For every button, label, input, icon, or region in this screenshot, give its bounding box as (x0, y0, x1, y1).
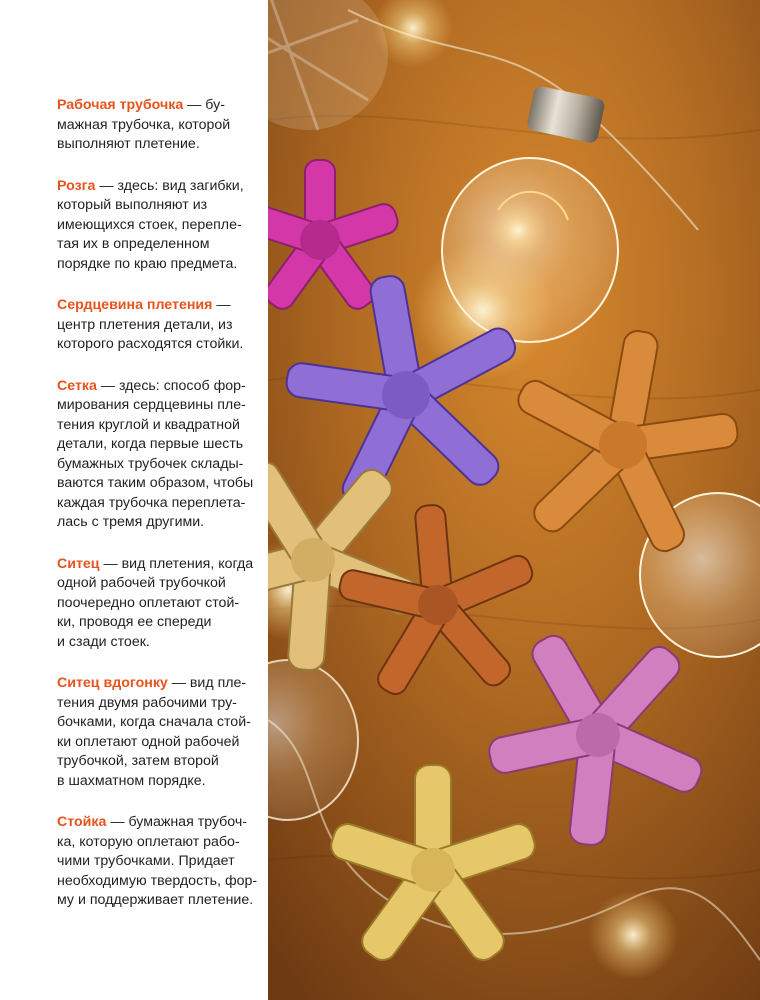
glossary-text: — вид пле- (167, 675, 247, 691)
craft-photo (268, 0, 760, 1000)
glossary-term: Ситец (57, 555, 100, 572)
glossary-text: который выполняют из (57, 197, 208, 213)
glossary-text: имеющихся стоек, перепле- (57, 216, 242, 233)
glossary-text: ваются таким образом, чтобы (57, 475, 254, 491)
glossary-text: трубочкой, затем второй (57, 753, 219, 769)
glossary-text: мирования сердцевины пле- (57, 397, 246, 413)
glossary-term: Стойка (57, 814, 107, 830)
glossary-text: бочками, когда сначала стой- (57, 714, 251, 730)
photo-illustration (268, 0, 760, 1000)
glossary-text: му и поддерживает плетение. (57, 892, 254, 908)
glossary-text: ка, которую оплетают рабо- (57, 833, 240, 850)
glossary-text: тая их в определенном (57, 236, 210, 252)
glossary-term: Сетка (57, 377, 97, 394)
glossary-entry (57, 296, 257, 355)
glossary-text: бумажных трубочек склады- (57, 455, 244, 472)
glossary-text: тения круглой и квадратной (57, 416, 240, 433)
glossary-text: каждая трубочка переплета- (57, 494, 246, 511)
glossary-text: ки, проводя ее спереди (57, 614, 212, 630)
glossary-text: — вид плетения, когда (99, 555, 254, 572)
glossary-text: мажная трубочка, которой (57, 116, 231, 133)
glossary-entry (57, 377, 257, 533)
glossary-text: тения двумя рабочими тру- (57, 694, 237, 711)
glossary-text: поочередно оплетают стой- (57, 594, 240, 611)
glossary-text: — здесь: способ фор- (96, 377, 246, 394)
light-glow (588, 890, 678, 980)
glossary-text: выполняют плетение. (57, 136, 200, 152)
glossary-text: в шахматном порядке. (57, 772, 206, 789)
glossary-text: чими трубочками. Придает (57, 853, 235, 869)
glossary-text: — бу- (183, 97, 225, 113)
glossary-term: Рабочая трубочка (57, 97, 184, 113)
glossary-text: лась с тремя другими. (57, 514, 205, 530)
glossary-text: порядке по краю предмета. (57, 255, 238, 272)
glossary-entry (57, 674, 257, 791)
glossary-text: одной рабочей трубочкой (57, 575, 226, 591)
glossary-entry (57, 555, 257, 653)
glossary-text: необходимую твердость, фор- (57, 872, 258, 889)
glossary-entry (57, 96, 257, 155)
glossary-text: центр плетения детали, из (57, 316, 233, 333)
glossary-text: которого расходятся стойки. (57, 336, 244, 352)
glossary-text: и сзади стоек. (57, 633, 150, 650)
glossary-term: Ситец вдогонку (57, 675, 168, 691)
glossary-text: ки оплетают одной рабочей (57, 733, 240, 750)
glossary-term: Сердцевина плетения (57, 297, 213, 313)
glossary (57, 96, 257, 933)
glossary-text: детали, когда первые шесть (57, 436, 244, 452)
glossary-text: — здесь: вид загибки, (95, 177, 244, 194)
glossary-term: Розга (57, 177, 96, 194)
glossary-entry (57, 177, 257, 275)
glossary-text: — (212, 297, 231, 313)
glossary-text: — бумажная трубоч- (106, 814, 247, 830)
glossary-entry (57, 813, 257, 911)
